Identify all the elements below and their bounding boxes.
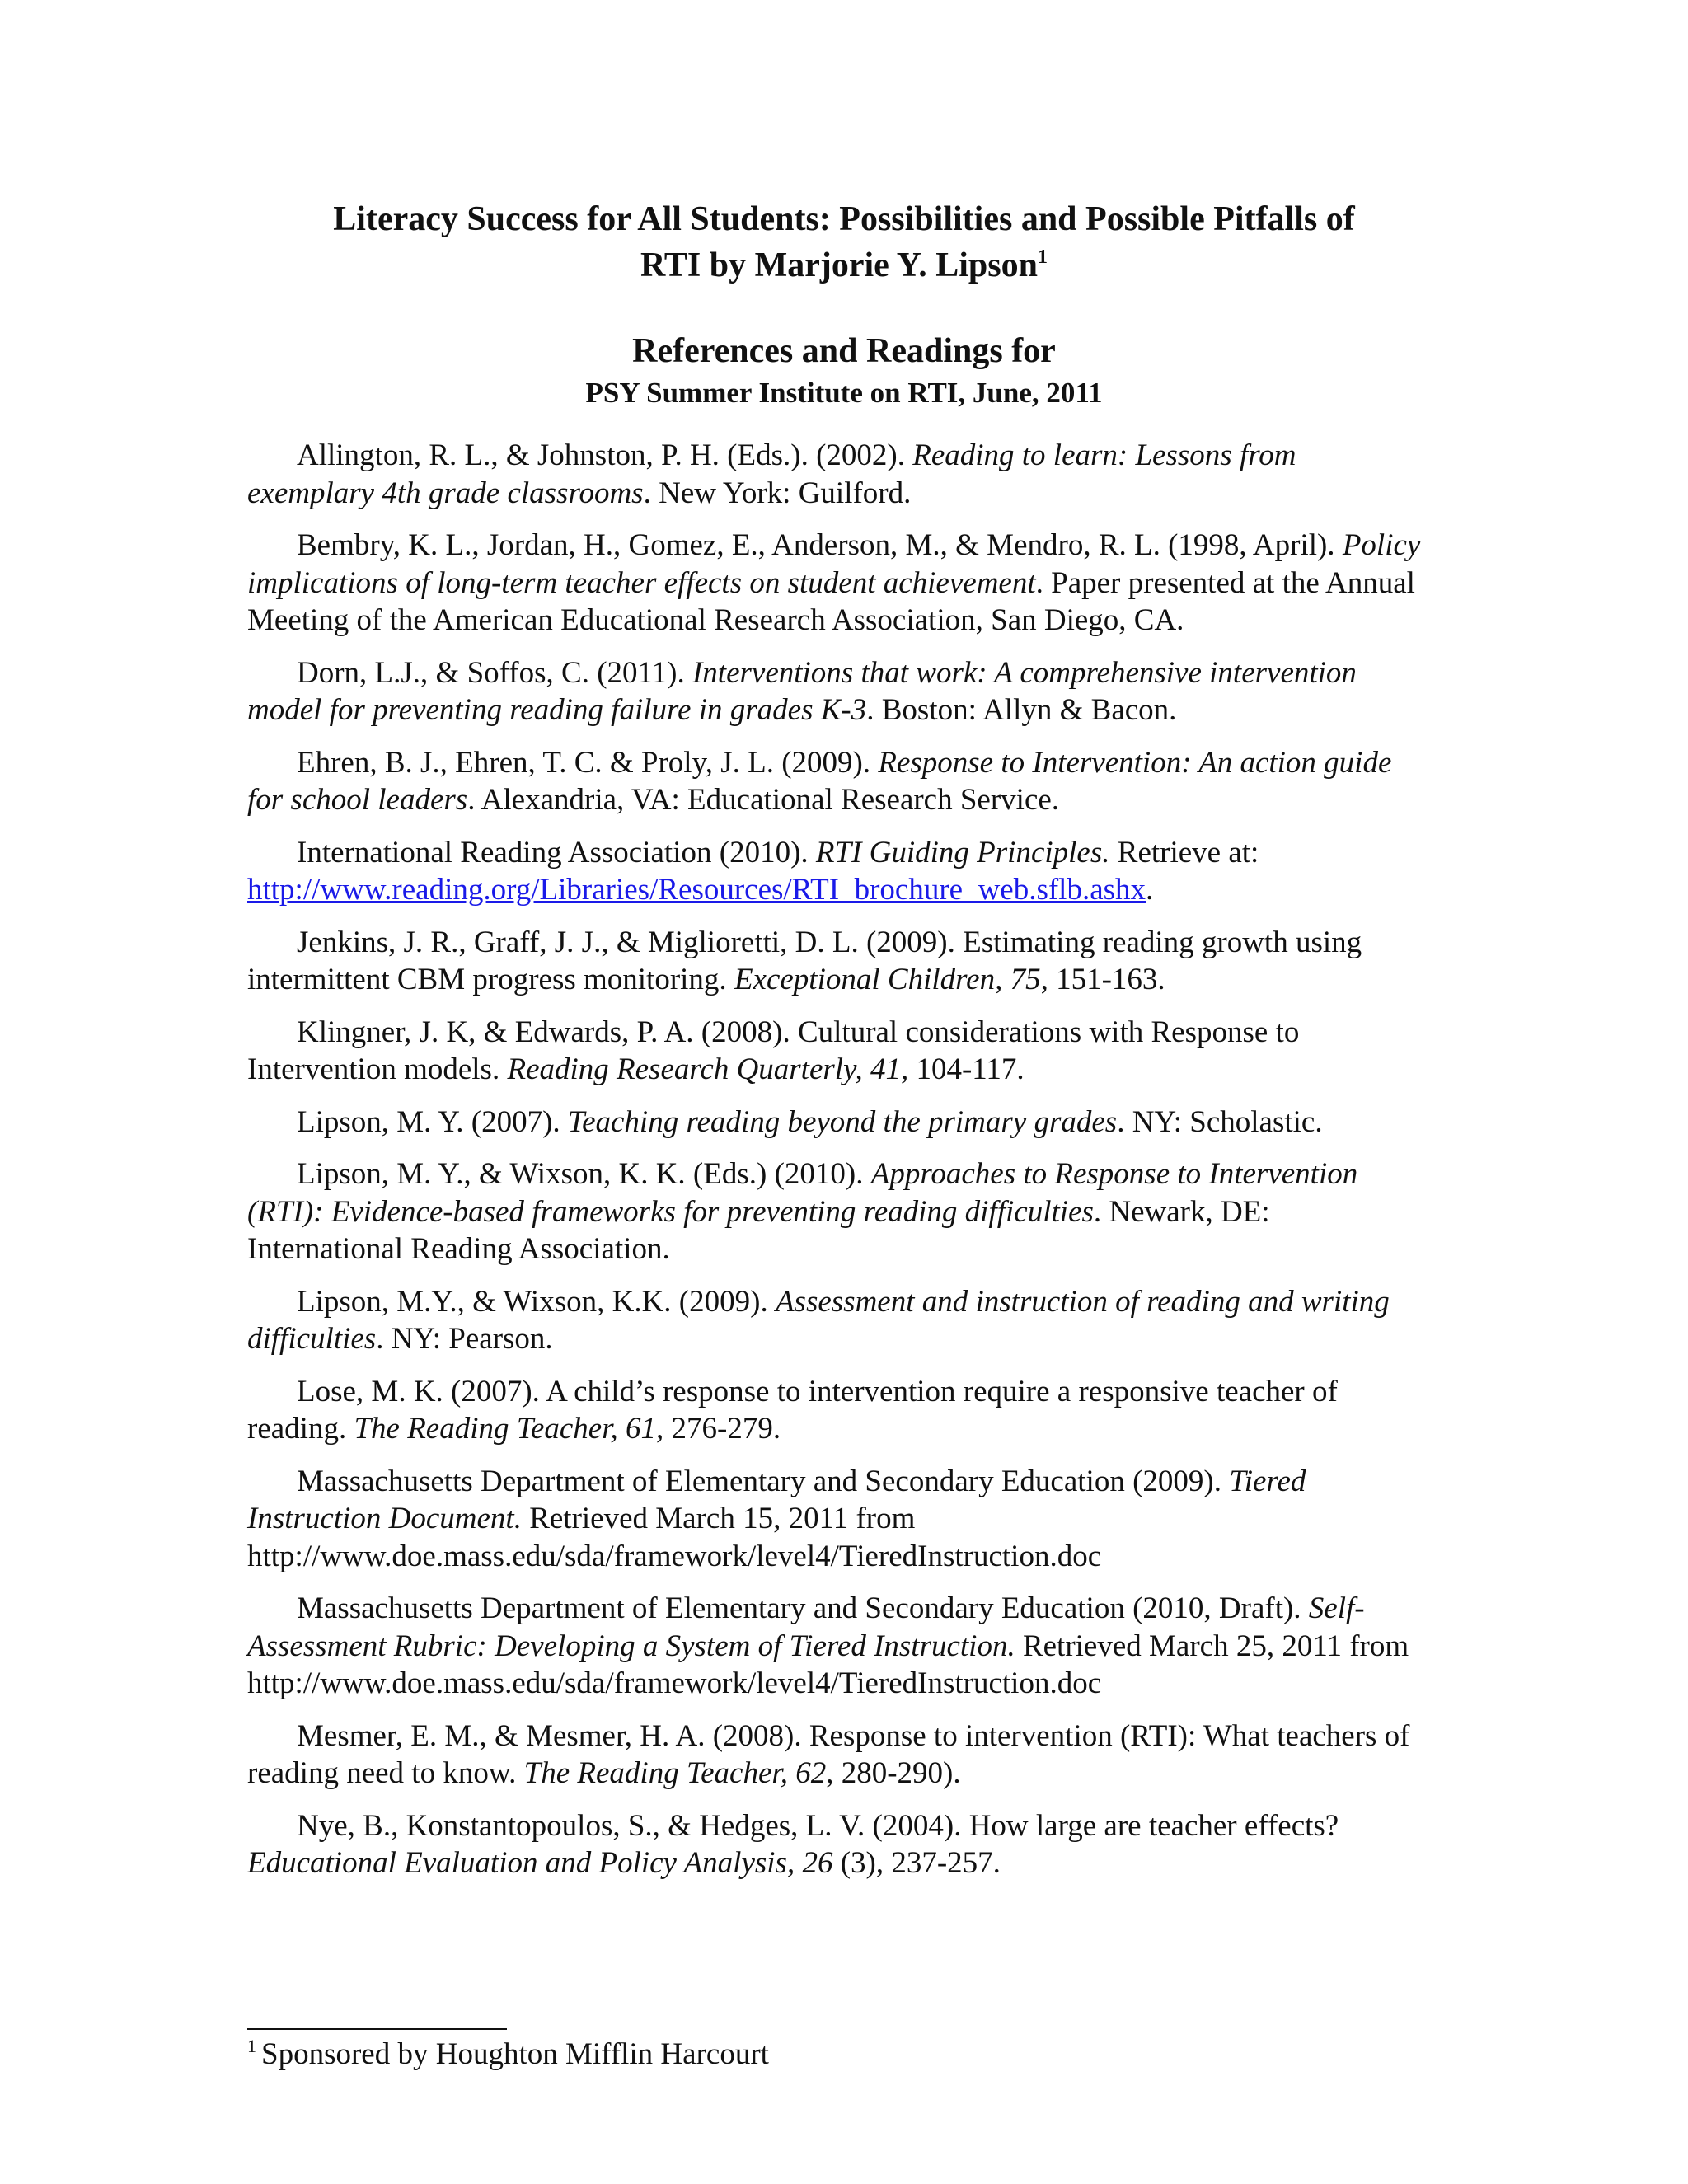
reference-entry (247, 1718, 1430, 1793)
reference-link[interactable]: http://www.reading.org/Libraries/Resources/RTI_brochure_web.sflb.ashx (247, 873, 1146, 907)
reference-text: . NY: Pearson. (376, 1322, 553, 1356)
footnote-mark: 1 (247, 2036, 256, 2056)
reference-text: Massachusetts Department of Elementary and Secondary Education (2009). (297, 1464, 1230, 1498)
reference-text: (3), 237-257. (832, 1846, 1001, 1880)
reference-title: Reading to learn: Lessons from exemplary 4th grade classrooms (247, 438, 1296, 510)
reference-entry (247, 1807, 1430, 1882)
reference-text: . (1146, 873, 1154, 907)
reference-text: , 276-279. (656, 1412, 781, 1446)
reference-title: Exceptional Children, 75 (734, 963, 1041, 996)
subtitle-line-2: PSY Summer Institute on RTI, June, 2011 (585, 377, 1103, 409)
reference-text: Massachusetts Department of Elementary and Secondary Education (2010, Draft). (297, 1591, 1309, 1625)
reference-text: Ehren, B. J., Ehren, T. C. & Proly, J. L. (2009). (297, 745, 879, 780)
subtitle-line-1: References and Readings for (632, 332, 1056, 370)
reference-title: Assessment and instruction of reading and writing difficulties (247, 1284, 1390, 1356)
reference-text: Lipson, M. Y., & Wixson, K. K. (Eds.) (2010). (297, 1157, 871, 1191)
reference-entry (247, 1463, 1430, 1576)
reference-title: The Reading Teacher, 62 (523, 1756, 827, 1790)
reference-entry (247, 1155, 1430, 1268)
title-footnote-mark: 1 (1037, 246, 1048, 268)
reference-title: Interventions that work: A comprehensive intervention model for preventing reading failure in grades K-3 (247, 655, 1357, 727)
footnote-divider (247, 2028, 507, 2030)
reference-text: Mesmer, E. M., & Mesmer, H. A. (2008). Response to intervention (RTI): What teachers of reading need to know. (247, 1718, 1410, 1790)
reference-text: Dorn, L.J., & Soffos, C. (2011). (297, 655, 692, 690)
reference-title: Approaches to Response to Intervention (RTI): Evidence-based frameworks for preventing reading difficulties (247, 1157, 1358, 1229)
reference-text: Retrieved March 15, 2011 from http://www.doe.mass.edu/sda/framework/level4/TieredInstruction.doc (247, 1502, 1102, 1573)
reference-text: Retrieve at: (1109, 835, 1259, 869)
reference-list (247, 437, 1430, 1897)
reference-text: Klingner, J. K, & Edwards, P. A. (2008). Cultural considerations with Response to Intervention models. (247, 1015, 1300, 1086)
reference-text: . Boston: Allyn & Bacon. (866, 693, 1177, 727)
reference-text: Bembry, K. L., Jordan, H., Gomez, E., Anderson, M., & Mendro, R. L. (1998, April). (297, 528, 1343, 562)
reference-entry (247, 744, 1430, 819)
page-subtitle (206, 328, 1482, 412)
reference-text: . New York: Guilford. (643, 476, 912, 510)
reference-entry (247, 924, 1430, 999)
title-line-2-text: RTI by Marjorie Y. Lipson (640, 246, 1038, 284)
reference-entry (247, 527, 1430, 640)
reference-entry (247, 1590, 1430, 1703)
reference-text: Allington, R. L., & Johnston, P. H. (Eds.). (2002). (297, 438, 913, 472)
reference-title: Reading Research Quarterly, 41 (507, 1052, 901, 1086)
reference-title: Teaching reading beyond the primary grades (567, 1104, 1118, 1139)
reference-entry (247, 1104, 1430, 1141)
reference-text: Nye, B., Konstantopoulos, S., & Hedges, L. V. (2004). How large are teacher effects? (297, 1808, 1339, 1843)
reference-text: , 280-290). (826, 1756, 961, 1790)
reference-entry (247, 834, 1430, 909)
reference-entry (247, 437, 1430, 512)
reference-text: Lose, M. K. (2007). A child’s response to intervention require a responsive teacher of reading. (247, 1374, 1338, 1446)
reference-entry (247, 654, 1430, 729)
reference-title: Educational Evaluation and Policy Analysis, 26 (247, 1846, 833, 1880)
page-title (206, 196, 1482, 288)
title-line-2 (206, 242, 1482, 288)
reference-text: Retrieved March 25, 2011 from http://www.doe.mass.edu/sda/framework/level4/TieredInstruction.doc (247, 1629, 1409, 1700)
reference-text: , 104-117. (900, 1052, 1025, 1086)
reference-text: . Alexandria, VA: Educational Research Service. (467, 783, 1060, 817)
reference-title: Tiered Instruction Document. (247, 1464, 1306, 1535)
reference-title: Self-Assessment Rubric: Developing a System of Tiered Instruction. (247, 1591, 1365, 1663)
reference-text: Jenkins, J. R., Graff, J. J., & Miglioretti, D. L. (2009). Estimating reading growth using intermittent CBM progress monitoring. (247, 925, 1362, 996)
footnote-text: Sponsored by Houghton Mifflin Harcourt (261, 2037, 769, 2071)
reference-text: Lipson, M.Y., & Wixson, K.K. (2009). (297, 1284, 776, 1319)
reference-entry (247, 1373, 1430, 1448)
reference-text: , 151-163. (1040, 963, 1165, 996)
reference-title: Response to Intervention: An action guide for school leaders (247, 745, 1392, 817)
reference-entry (247, 1283, 1430, 1358)
reference-text: International Reading Association (2010). (297, 835, 816, 869)
reference-title: The Reading Teacher, 61 (354, 1412, 657, 1446)
reference-entry (247, 1014, 1430, 1089)
footnote (247, 2036, 769, 2074)
reference-text: . Newark, DE: International Reading Association. (247, 1194, 1270, 1266)
reference-text: Lipson, M. Y. (2007). (297, 1104, 568, 1139)
reference-title: RTI Guiding Principles. (815, 835, 1110, 869)
reference-text: . NY: Scholastic. (1117, 1104, 1323, 1139)
title-line-1: Literacy Success for All Students: Possibilities and Possible Pitfalls of (333, 200, 1355, 238)
reference-title: Policy implications of long-term teacher effects on student achievement (247, 528, 1421, 600)
reference-text: . Paper presented at the Annual Meeting of the American Educational Research Association, San Diego, CA. (247, 565, 1415, 637)
